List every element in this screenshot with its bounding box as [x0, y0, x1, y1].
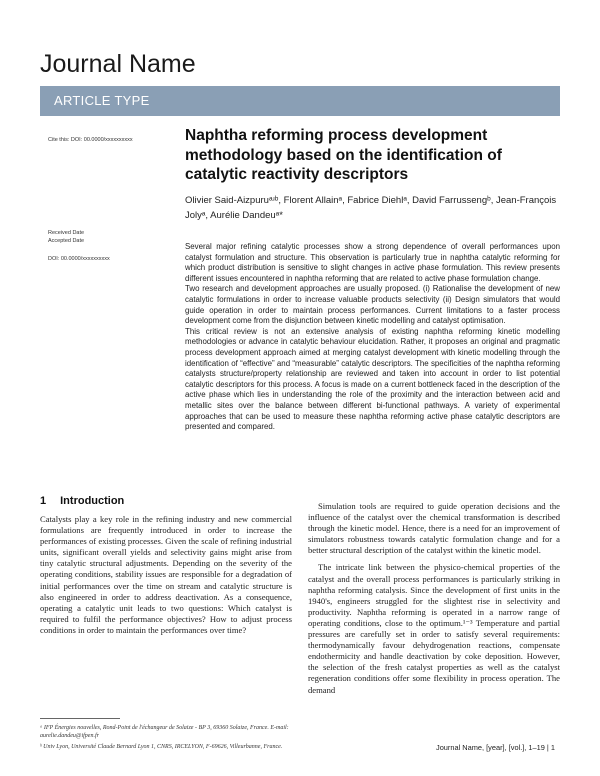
- footnote-rule: [40, 718, 120, 719]
- article-type-label: ARTICLE TYPE: [54, 93, 150, 108]
- body-paragraph: The intricate link between the physico-chemical properties of the catalyst and the overall process performances is particularly striking in naphtha reforming catalysis. Since the development of first units in the 1940's, engineers struggled for the slightest rise in selectivity and productivity. Naphtha reforming is operated in a narrow range of operating conditions, close to the optimum.¹⁻³ Temperature and partial pressures are carefully set in order to satisfy several requirements: thermodynamically favour dehydrogenation reactions, compensate endothermicity and handle deactivation by coke deposition. However, the selection of the fresh catalyst properties as well as the catalyst regeneration conditions offer some flexibility in process operation. The demand: [308, 562, 560, 695]
- received-date: Received Date: [48, 230, 85, 236]
- section-heading: [40, 495, 124, 507]
- section-title: Introduction: [60, 495, 125, 507]
- footnote-affiliation-b: ᵇ Univ Lyon, Université Claude Bernard Lyon 1, CNRS, IRCELYON, F-69626, Villeurbanne, France.: [40, 744, 283, 750]
- body-paragraph: Catalysts play a key role in the refining industry and new commercial formulations are frequently introduced in order to increase the performances of existing processes. Given the scale of refining industrial units, significant overall yields and selectivity gains might arise from tiny catalytic structural adjustments. Depending on the severity of the operating conditions, stability issues are responsible for a degradation of initial performances over the time on stream and catalytic structure is also engineered in order to address deactivation. As a consequence, operating a catalytic unit leads to two questions: Which catalyst is required to fulfil the performance objectives? How to adjust process conditions in order to maintain the performances over time?: [40, 514, 292, 635]
- journal-name: Journal Name: [40, 50, 196, 78]
- paper-title: Naphtha reforming process development methodology based on the identification of catalytic reactivity descriptors: [185, 127, 502, 183]
- author-list: Olivier Said-Aizpuruᵃʴᵇ, Florent Allainᵃ, Fabrice Diehlᵃ, David Farrussengᵇ, Jean-François Jolyᵃ, Aurélie Dandeuᵃ*: [185, 195, 557, 221]
- page-footer: Journal Name, [year], [vol.], 1–19 | 1: [436, 743, 555, 752]
- left-column: [40, 514, 292, 636]
- doi-line: DOI: 00.0000/xxxxxxxxxx: [48, 256, 110, 262]
- accepted-date: Accepted Date: [48, 238, 85, 244]
- article-type-banner: [40, 86, 560, 116]
- section-number: 1: [40, 495, 47, 507]
- body-paragraph: Simulation tools are required to guide operation decisions and the influence of the catalyst over the chemical transformation is described through the kinetic model. Hence, there is a need for an improvement of simulators robustness towards catalytic formulation change and for a better structural description of the catalyst within the kinetic model.: [308, 501, 560, 556]
- abstract: [185, 242, 560, 433]
- abstract-paragraph: Two research and development approaches are usually proposed. (i) Rationalise the development of new catalytic formulations in order to increase valuable products selectivity (ii) Design simulators that would guide operation in order to maintain process performances. Current limitations to a faster process development come from the disjunction between kinetic modelling and catalyst optimisation.: [185, 284, 560, 326]
- right-column: [308, 501, 560, 696]
- footnote-affiliation-a: ᵃ IFP Énergies nouvelles, Rond-Point de l'échangeur de Solaize - BP 3, 69360 Solaize, France. E-mail: aurelie.dandeu@ifpen.fr: [40, 725, 289, 739]
- cite-line: Cite this: DOI: 00.0000/xxxxxxxxxx: [48, 137, 133, 143]
- abstract-paragraph: Several major refining catalytic processes show a strong dependence of overall performances upon catalyst formulation and structure. This observation is particularly true in naphtha catalytic reforming for which product distribution is sensitive to slight changes in active phase formulation. This review presents different issues encountered in naphtha reforming that are related to active phase formulation change.: [185, 242, 560, 283]
- abstract-paragraph: This critical review is not an extensive analysis of existing naphtha reforming kinetic modelling methodologies or advance in catalytic behaviour elucidation. Rather, it proposes an original and pragmatic process development approach aimed at merging catalyst development with kinetic modelling through the identification of “effective” and “measurable” catalytic descriptors. The specificities of the naphtha reforming catalysts structure/property relationship are reviewed and taken into account in order to list potential catalytic descriptors for this process. A focus is made on a current bottleneck faced in the description of the active phase which lies in understanding the role of the proximity and the interaction between acid and metallic sites over the balance between different bi-functional pathways. A variety of experimental approaches that can be used to measure these naphtha reforming active phase catalytic descriptors are presented and compared.: [185, 326, 560, 432]
